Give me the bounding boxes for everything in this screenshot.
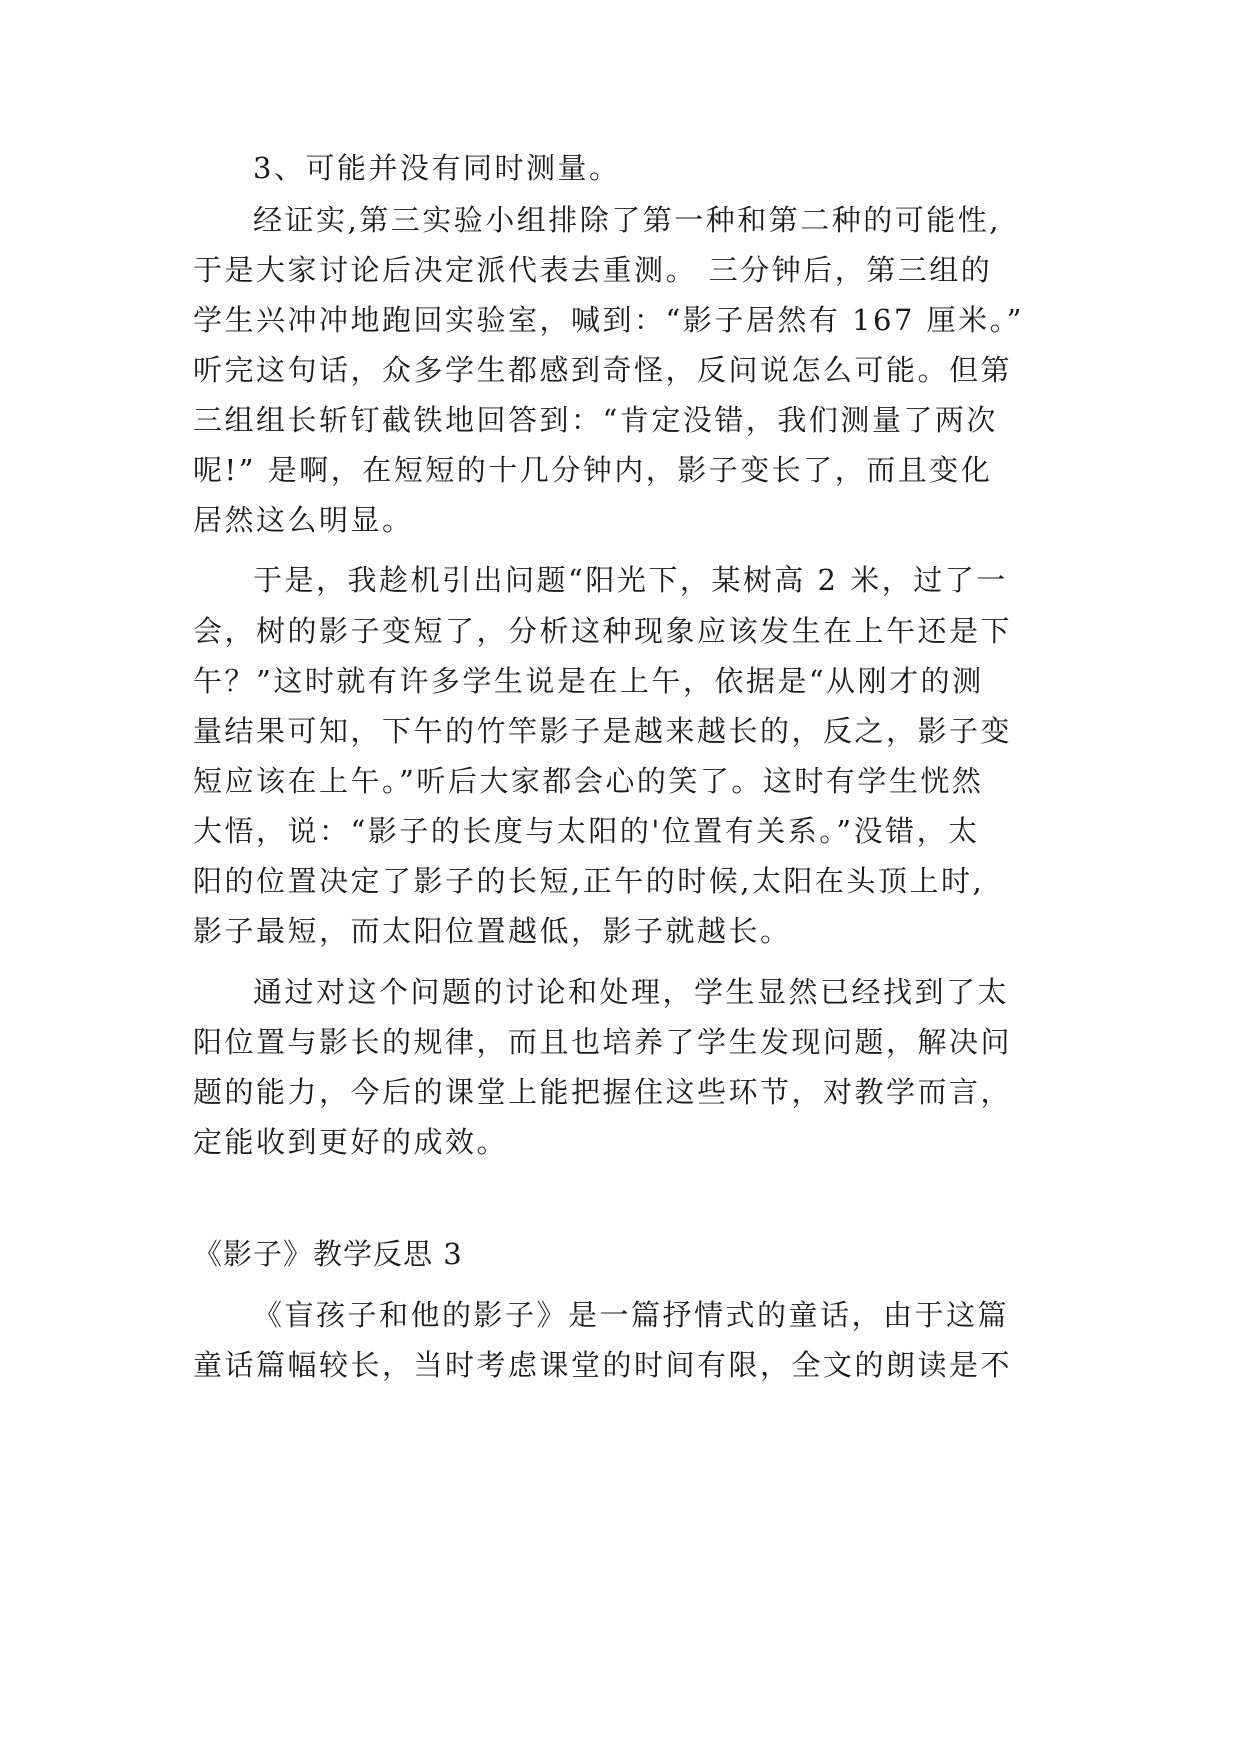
text-line: 三组组长斩钉截铁地回答到：“肯定没错，我们测量了两次 [193, 403, 998, 437]
text-line: 阳的位置决定了影子的长短,正午的时候,太阳在头顶上时, [193, 864, 985, 898]
text-line: 短应该在上午。”听后大家都会心的笑了。这时有学生恍然 [193, 764, 984, 798]
text-line: 通过对这个问题的讨论和处理，学生显然已经找到了太 [253, 975, 1010, 1009]
text-line: 于是，我趁机引出问题“阳光下，某树高 2 米，过了一 [253, 563, 1008, 597]
text-line: 3、可能并没有同时测量。 [253, 151, 621, 185]
text-line: 影子最短，而太阳位置越低，影子就越长。 [193, 914, 792, 948]
text-line: 午？”这时就有许多学生说是在上午，依据是“从刚才的测 [193, 664, 984, 698]
text-line: 学生兴冲冲地跑回实验室，喊到：“影子居然有 167 厘米。” [193, 303, 1024, 337]
text-line: 《盲孩子和他的影子》是一篇抒情式的童话，由于这篇 [253, 1298, 1010, 1332]
text-line: 居然这么明显。 [193, 503, 414, 537]
text-line: 阳位置与影长的规律，而且也培养了学生发现问题，解决问 [193, 1025, 1013, 1059]
text-line: 题的能力，今后的课堂上能把握住这些环节，对教学而言， [193, 1075, 1013, 1109]
text-line: 经证实,第三实验小组排除了第一种和第二种的可能性, [253, 203, 1001, 237]
text-line: 定能收到更好的成效。 [193, 1125, 509, 1159]
text-line: 于是大家讨论后决定派代表去重测。 三分钟后，第三组的 [193, 253, 993, 287]
section-heading: 《影子》教学反思 3 [193, 1237, 463, 1271]
text-line: 听完这句话，众多学生都感到奇怪，反问说怎么可能。但第 [193, 353, 1013, 387]
text-line: 大悟，说：“影子的长度与太阳的'位置有关系。”没错，太 [193, 814, 980, 848]
text-line: 呢!” 是啊，在短短的十几分钟内，影子变长了，而且变化 [193, 453, 993, 487]
text-line: 量结果可知，下午的竹竿影子是越来越长的，反之，影子变 [193, 714, 1013, 748]
text-line: 童话篇幅较长，当时考虑课堂的时间有限，全文的朗读是不 [193, 1348, 1013, 1382]
text-line: 会，树的影子变短了，分析这种现象应该发生在上午还是下 [193, 614, 1013, 648]
